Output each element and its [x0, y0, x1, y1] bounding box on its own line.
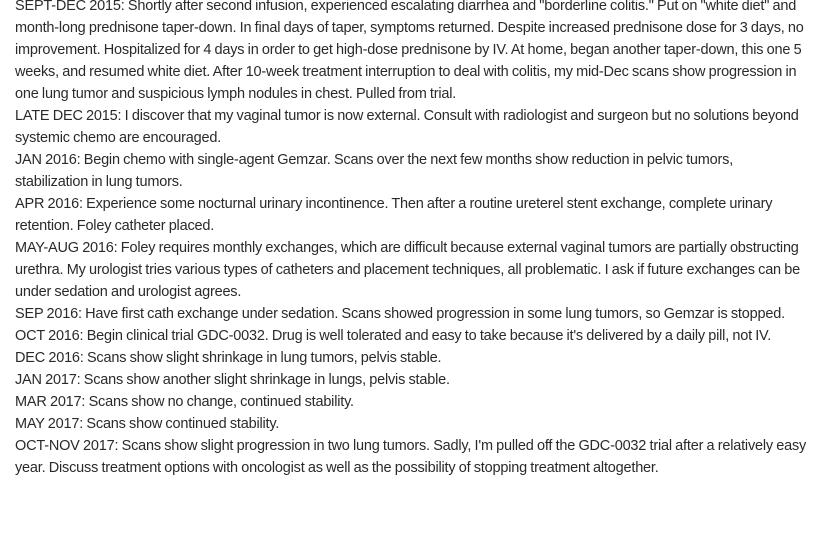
timeline-entry: MAR 2017: Scans show no change, continued stability. [15, 394, 354, 410]
timeline-entry: MAY-AUG 2016: Foley requires monthly exchanges, which are difficult because external vaginal tumors are partially obstructing urethra. My urologist tries various types of catheters and placement techniques, all problematic. I ask if future exchanges can be under sedation and urologist agrees. [15, 240, 800, 300]
timeline-entry: OCT-NOV 2017: Scans show slight progression in two lung tumors. Sadly, I'm pulled off the GDC-0032 trial after a relatively easy year. Discuss treatment options with oncologist as well as the possibility of stopping treatment altogether. [15, 438, 807, 476]
timeline-entry: SEP 2016: Have first cath exchange under sedation. Scans showed progression in some lung tumors, so Gemzar is stopped. [15, 306, 785, 322]
timeline-entry: JAN 2017: Scans show another slight shrinkage in lungs, pelvis stable. [15, 372, 450, 388]
timeline-entry: OCT 2016: Begin clinical trial GDC-0032. Drug is well tolerated and easy to take because it's delivered by a daily pill, not IV. [15, 328, 772, 344]
timeline-entry: LATE DEC 2015: I discover that my vaginal tumor is now external. Consult with radiologist and surgeon but no solutions beyond systemic chemo are encouraged. [15, 108, 799, 146]
timeline-entry: DEC 2016: Scans show slight shrinkage in lung tumors, pelvis stable. [15, 350, 442, 366]
treatment-timeline [15, 0, 809, 479]
timeline-entry: SEPT-DEC 2015: Shortly after second infusion, experienced escalating diarrhea and "borderline colitis." Put on "white diet" and month-long prednisone taper-down. In final days of taper, symptoms returned. Despite increased prednisone dose for 3 days, no improvement. Hospitalized for 4 days in order to get high-dose prednisone by IV. At home, began another taper-down, this one 5 weeks, and resumed white diet. After 10-week treatment interruption to deal with colitis, my mid-Dec scans show progression in one lung tumor and suspicious lymph nodules in chest. Pulled from trial. [15, 0, 804, 102]
timeline-entry: JAN 2016: Begin chemo with single-agent Gemzar. Scans over the next few months show reduction in pelvic tumors, stabilization in lung tumors. [15, 152, 734, 190]
timeline-entry: APR 2016: Experience some nocturnal urinary incontinence. Then after a routine ureterel stent exchange, complete urinary retention. Foley catheter placed. [15, 196, 773, 234]
timeline-entry: MAY 2017: Scans show continued stability. [15, 416, 280, 432]
